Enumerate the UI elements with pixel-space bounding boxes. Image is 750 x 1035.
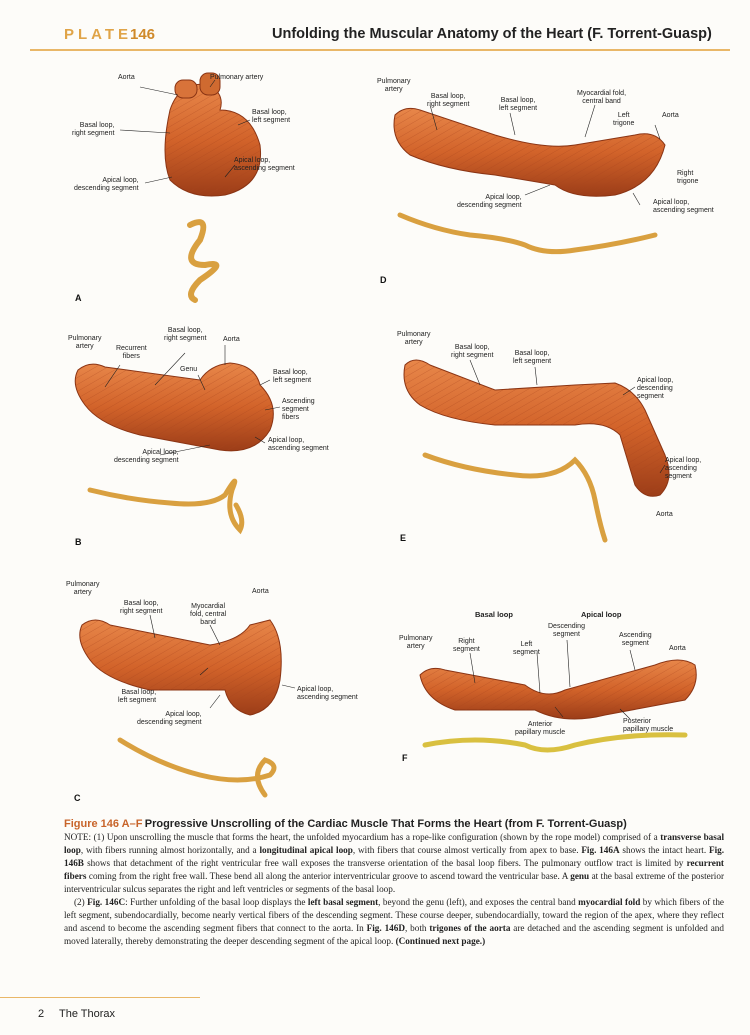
caption-heading xyxy=(64,818,724,831)
caption-text: (2) xyxy=(74,897,88,907)
bold-term: (Continued next page.) xyxy=(395,936,486,946)
panel-e-illustration xyxy=(375,325,735,550)
label-apical-loop: Apical loop xyxy=(581,610,622,619)
heart-intact-illustration xyxy=(165,73,264,196)
caption-text: are detached and the ascending segment is unfolded and moved laterally, thereby demonstrating the deeper descending segment of the apical loop. xyxy=(64,923,724,946)
label-basal-left: Basal loop, left segment xyxy=(499,97,538,112)
page-title: Unfolding the Muscular Anatomy of the Heart (F. Torrent-Guasp) xyxy=(272,26,712,42)
plate-number: 146 xyxy=(130,26,156,43)
label-genu: Genu xyxy=(180,366,198,373)
panel-d xyxy=(375,75,735,290)
label-basal-right: Basal loop, right segment xyxy=(72,122,115,137)
label-aorta: Aorta xyxy=(662,112,679,119)
label-ascending-segment: Ascending segment xyxy=(619,632,652,647)
caption-paragraph-1 xyxy=(64,831,724,896)
label-left-trigone: Left trigone xyxy=(613,112,635,127)
label-basal-right: Basal loop, right segment xyxy=(120,600,163,615)
panel-c xyxy=(60,580,370,810)
label-apical-ascending: Apical loop, ascending segment xyxy=(297,686,358,701)
paragraph-2-body xyxy=(64,897,724,946)
label-basal-left: Basal loop, left segment xyxy=(513,350,552,365)
bold-term: recurrent fibers xyxy=(64,858,724,881)
label-basal-right: Basal loop, right segment xyxy=(427,93,470,108)
label-pulmonary-artery: Pulmonary artery xyxy=(399,635,433,650)
caption-text: coming from the right free wall. These bend all along the anterior interventricular groove to ascend toward the ventricular base. A xyxy=(86,871,571,881)
label-recurrent-fibers: Recurrent fibers xyxy=(116,345,147,360)
figure-label: Figure 146 A–F xyxy=(64,818,143,830)
panel-a xyxy=(60,65,350,310)
panel-letter-e: E xyxy=(400,533,407,543)
paragraph-1-body xyxy=(64,832,724,894)
label-posterior-papillary: Posterior papillary muscle xyxy=(623,718,674,733)
panel-b xyxy=(60,325,360,550)
bold-term: myocardial fold xyxy=(578,897,641,907)
note-label: NOTE: xyxy=(64,832,92,842)
header-rule xyxy=(30,49,730,51)
bold-term: left basal segment xyxy=(307,897,379,907)
panel-letter-f: F xyxy=(402,753,408,763)
label-apical-ascending: Apical loop, ascending segment xyxy=(268,437,329,452)
panel-letter-d: D xyxy=(380,275,387,285)
label-myocardial-fold: Myocardial fold, central band xyxy=(190,603,227,626)
caption-text: at the basal extreme of the posterior interventricular sulcus separates the right and left ventricles or segments of the basal loop. xyxy=(64,871,725,894)
label-basal-left: Basal loop, left segment xyxy=(118,689,157,704)
label-apical-ascending: Apical loop, ascending segment xyxy=(653,199,714,214)
bold-term: longitudinal apical loop xyxy=(259,845,353,855)
caption-text: by which fibers of the left segment, subendocardially, become nearly vertical fibers of the descending segment. These course deeper, subendocardially, toward the region of the apex, where they reflect and ascend to become the ascending segment fibers that connect to the aorta. In xyxy=(64,897,725,933)
label-right-segment: Right segment xyxy=(453,638,480,653)
caption-text: , with fibers running almost horizontally, and a xyxy=(80,845,260,855)
label-apical-ascending: Apical loop, ascending segment xyxy=(234,157,295,172)
bold-term: genu xyxy=(570,871,590,881)
label-apical-descending: Apical loop, descending segment xyxy=(457,194,522,209)
bold-term: transverse basal loop xyxy=(64,832,724,855)
bold-term: Fig. 146D xyxy=(366,923,405,933)
label-pulmonary-artery: Pulmonary artery xyxy=(377,78,411,93)
label-anterior-papillary: Anterior papillary muscle xyxy=(515,721,566,736)
label-left-segment: Left segment xyxy=(513,641,540,656)
caption-paragraph-2 xyxy=(64,896,724,948)
page-header xyxy=(0,0,750,55)
bold-term: trigones of the aorta xyxy=(429,923,511,933)
caption-text: shows the intact heart. xyxy=(619,845,709,855)
panel-letter-b: B xyxy=(75,537,82,547)
bold-term: Fig. 146C xyxy=(87,897,126,907)
label-apical-ascending: Apical loop, ascending segment xyxy=(665,457,702,480)
page-number: 2 xyxy=(38,1008,45,1020)
label-basal-left: Basal loop, left segment xyxy=(252,109,291,124)
caption-text: , both xyxy=(404,923,430,933)
caption-text: , beyond the genu (left), and exposes the central band xyxy=(378,897,579,907)
label-aorta: Aorta xyxy=(669,645,686,652)
caption-text: , with fibers that course almost vertically from apex to base. xyxy=(352,845,582,855)
label-aorta: Aorta xyxy=(656,511,673,518)
footer-rule xyxy=(0,997,200,998)
caption-text: (1) Upon unscrolling the muscle that forms the heart, the unfolded myocardium has a rope-like configuration (shown by the rope model) comprised of a xyxy=(91,832,661,842)
bold-term: Fig. 146A xyxy=(581,845,620,855)
caption-text: : Further unfolding of the basal loop displays the xyxy=(125,897,308,907)
label-apical-descending: Apical loop, descending segment xyxy=(74,177,139,192)
figure-title: Progressive Unscrolling of the Cardiac Muscle That Forms the Heart (from F. Torrent-Guasp) xyxy=(144,818,627,830)
label-basal-right: Basal loop, right segment xyxy=(451,344,494,359)
bold-term: Fig. 146B xyxy=(64,845,725,868)
label-pulmonary-artery: Pulmonary artery xyxy=(397,331,431,346)
label-pulmonary-artery: Pulmonary artery xyxy=(68,335,102,350)
label-right-trigone: Right trigone xyxy=(677,170,699,185)
panel-f xyxy=(395,605,735,770)
label-basal-right: Basal loop, right segment xyxy=(164,327,207,342)
panel-letter-c: C xyxy=(74,793,81,803)
caption-text: shows that detachment of the right ventricular free wall exposes the transverse orientation of the basal loop fibers. The pulmonary outflow tract is limited by xyxy=(83,858,687,868)
figure-caption xyxy=(64,818,724,948)
label-aorta: Aorta xyxy=(252,588,269,595)
label-apical-descending: Apical loop, descending segment xyxy=(137,711,202,726)
label-ascending-fibers: Ascending segment fibers xyxy=(282,398,315,421)
panel-letter-a: A xyxy=(75,293,82,303)
label-apical-descending: Apical loop, descending segment xyxy=(114,449,179,464)
label-basal-left: Basal loop, left segment xyxy=(273,369,312,384)
label-aorta: Aorta xyxy=(118,74,135,81)
label-pulmonary-artery: Pulmonary artery xyxy=(66,581,100,596)
rope-model-a xyxy=(190,222,216,300)
label-basal-loop: Basal loop xyxy=(475,610,513,619)
section-name: The Thorax xyxy=(58,1008,116,1020)
label-aorta: Aorta xyxy=(223,336,240,343)
label-descending-segment: Descending segment xyxy=(548,623,585,638)
panel-e xyxy=(375,325,735,550)
page-footer xyxy=(38,1008,127,1020)
plate-label: PLATE xyxy=(64,26,133,43)
label-pulmonary-artery: Pulmonary artery xyxy=(210,74,264,81)
label-apical-descending: Apical loop, descending segment xyxy=(637,377,674,400)
label-myocardial-fold: Myocardial fold, central band xyxy=(577,90,627,105)
